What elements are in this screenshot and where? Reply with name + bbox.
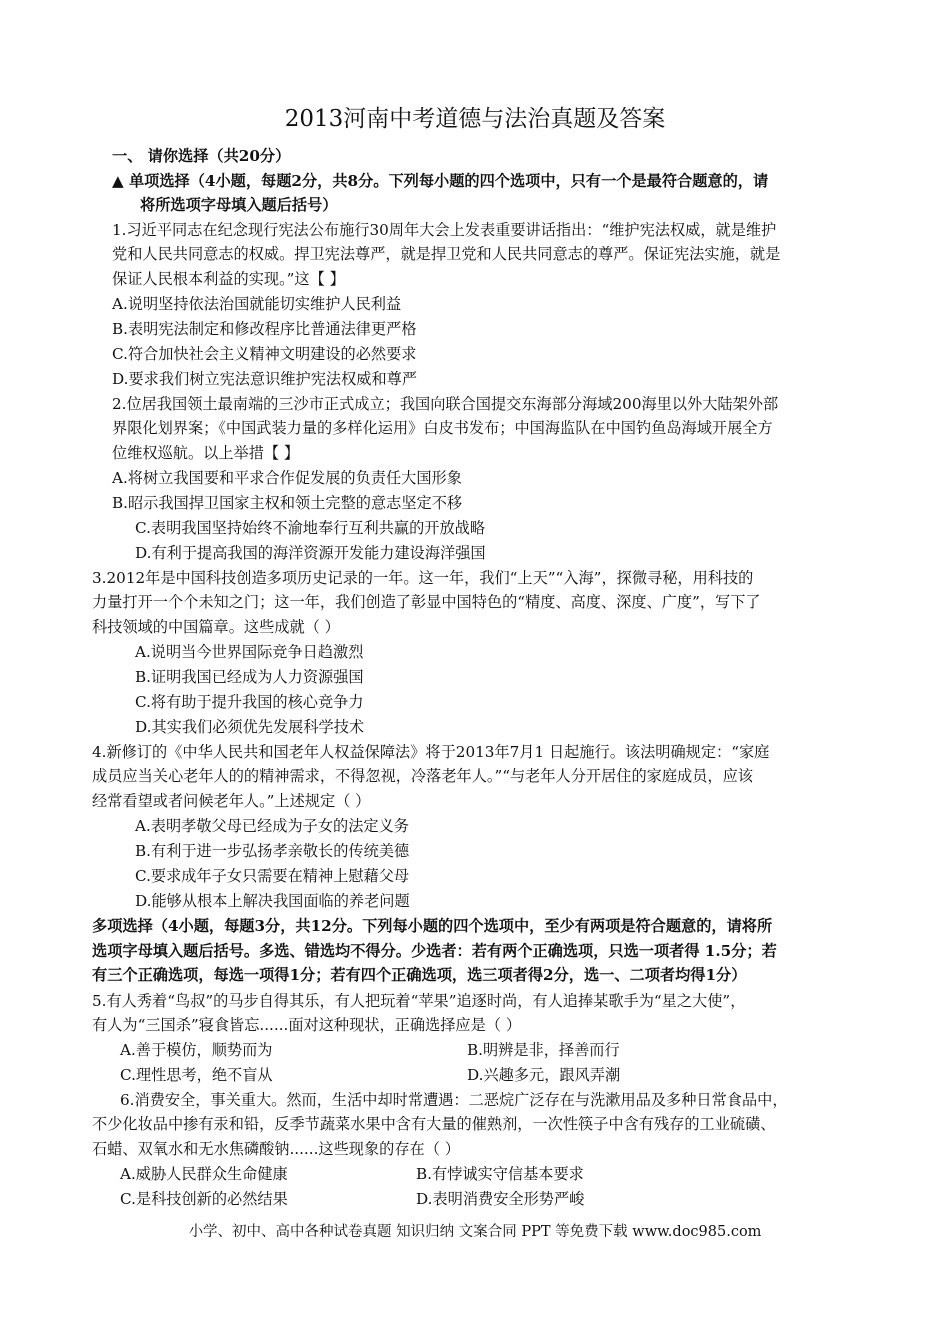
question-6-option-c: C.是科技创新的必然结果 <box>120 1190 288 1208</box>
question-2-stem-line3: 位维权巡航。以上举措【 】 <box>112 444 300 462</box>
question-6-option-d: D.表明消费安全形势严峻 <box>416 1190 585 1208</box>
question-6-stem: 6.消费安全，事关重大。然而，生活中却时常遭遇：二恶烷广泛存在与洗漱用品及多种日常食品中， <box>120 1091 788 1109</box>
question-4-stem-line3: 经常看望或者问候老年人。”上述规定（ ） <box>92 792 371 810</box>
question-6-option-b: B.有悖诚实守信基本要求 <box>416 1165 584 1183</box>
question-1-stem-line3: 保证人民根本利益的实现。”这【 】 <box>112 270 345 288</box>
question-6-stem-line2: 不少化妆品中掺有汞和铅，反季节蔬菜水果中含有大量的催熟剂，一次性筷子中含有残存的工业硫磺、 <box>92 1115 776 1133</box>
question-4-option-d: D.能够从根本上解决我国面临的养老问题 <box>135 892 410 910</box>
question-5-option-b: B.明辨是非，择善而行 <box>467 1041 620 1059</box>
question-2-option-c: C.表明我国坚持始终不渝地奉行互利共赢的开放战略 <box>135 519 486 537</box>
question-5-option-c: C.理性思考，绝不盲从 <box>120 1066 273 1084</box>
single-choice-intro: ▲ 单项选择（4小题，每题2分，共8分。下列每小题的四个选项中，只有一个是最符合题意的，请 <box>112 172 769 190</box>
question-5-option-a: A.善于模仿，顺势而为 <box>120 1041 273 1059</box>
question-1-stem-line2: 党和人民共同意志的权威。捍卫宪法尊严，就是捍卫党和人民共同意志的尊严。保证宪法实施，就是 <box>112 245 781 263</box>
question-5-option-d: D.兴趣多元，跟风弄潮 <box>467 1066 621 1084</box>
question-5-stem-line2: 有人为“三国杀”寝食皆忘......面对这种现状，正确选择应是（ ） <box>92 1016 522 1034</box>
multi-choice-intro-line3: 有三个正确选项，每选一项得1分；若有四个正确选项，选三项者得2分，选一、二项者均得1分） <box>92 966 747 984</box>
question-4-stem: 4.新修订的《中华人民共和国老年人权益保障法》将于2013年7月1 日起施行。该法明确规定：“家庭 <box>92 743 770 761</box>
question-6-stem-line3: 石蜡、双氧水和无水焦磷酸钠......这些现象的存在（ ） <box>92 1140 460 1158</box>
question-3-option-a: A.说明当今世界国际竞争日趋激烈 <box>135 643 364 661</box>
multi-choice-intro-line2: 选项字母填入题后括号。多选、错选均不得分。少选者：若有两个正确选项，只选一项者得 1.5分；若 <box>92 942 777 960</box>
question-4-option-c: C.要求成年子女只需要在精神上慰藉父母 <box>135 867 410 885</box>
question-1-option-d: D.要求我们树立宪法意识维护宪法权威和尊严 <box>112 370 418 388</box>
question-1-option-c: C.符合加快社会主义精神文明建设的必然要求 <box>112 345 417 363</box>
question-1-stem: 1.习近平同志在纪念现行宪法公布施行30周年大会上发表重要讲话指出：“维护宪法权威，就是维护 <box>112 221 777 239</box>
question-3-option-d: D.其实我们必须优先发展科学技术 <box>135 718 365 736</box>
question-1-option-a: A.说明坚持依法治国就能切实维护人民利益 <box>112 295 402 313</box>
question-4-stem-line2: 成员应当关心老年人的的精神需求，不得忽视，冷落老年人。”“与老年人分开居住的家庭成员，应该 <box>92 767 753 785</box>
question-2-option-a: A.将树立我国要和平求合作促发展的负责任大国形象 <box>112 469 462 487</box>
question-6-option-a: A.威胁人民群众生命健康 <box>120 1165 288 1183</box>
question-1-option-b: B.表明宪法制定和修改程序比普通法律更严格 <box>112 320 417 338</box>
page-footer: 小学、初中、高中各种试卷真题 知识归纳 文案合同 PPT 等免费下载 www.doc985.com <box>188 1224 762 1240</box>
question-2-option-b: B.昭示我国捍卫国家主权和领土完整的意志坚定不移 <box>112 494 463 512</box>
question-4-option-b: B.有利于进一步弘扬孝亲敬长的传统美德 <box>135 842 410 860</box>
question-3-stem: 3.2012年是中国科技创造多项历史记录的一年。这一年，我们“上天”“入海”，探微寻秘，用科技的 <box>92 569 754 587</box>
multi-choice-intro: 多项选择（4小题，每题3分，共12分。下列每小题的四个选项中，至少有两项是符合题意的，请将所 <box>92 917 773 935</box>
question-2-option-d: D.有利于提高我国的海洋资源开发能力建设海洋强国 <box>135 544 486 562</box>
question-2-stem-line2: 界限化划界案；《中国武装力量的多样化运用》白皮书发布；中国海监队在中国钓鱼岛海域开展全方 <box>112 419 773 437</box>
question-3-option-c: C.将有助于提升我国的核心竞争力 <box>135 693 364 711</box>
page-title: 2013河南中考道德与法治真题及答案 <box>284 106 666 132</box>
question-3-option-b: B.证明我国已经成为人力资源强国 <box>135 668 364 686</box>
section-heading: 一、 请你选择（共20分） <box>112 147 291 165</box>
question-3-stem-line3: 科技领域的中国篇章。这些成就（ ） <box>92 618 340 636</box>
question-2-stem: 2.位居我国领土最南端的三沙市正式成立；我国向联合国提交东海部分海域200海里以外大陆架外部 <box>112 395 779 413</box>
single-choice-intro-cont: 将所选项字母填入题后括号） <box>140 196 338 214</box>
question-4-option-a: A.表明孝敬父母已经成为子女的法定义务 <box>135 817 409 835</box>
question-5-stem: 5.有人秀着“鸟叔”的马步自得其乐，有人把玩着“苹果”追逐时尚，有人追捧某歌手为“星之大使”， <box>92 992 746 1010</box>
question-3-stem-line2: 力量打开一个个未知之门；这一年，我们创造了彰显中国特色的“精度、高度、深度、广度”，写下了 <box>92 593 761 611</box>
